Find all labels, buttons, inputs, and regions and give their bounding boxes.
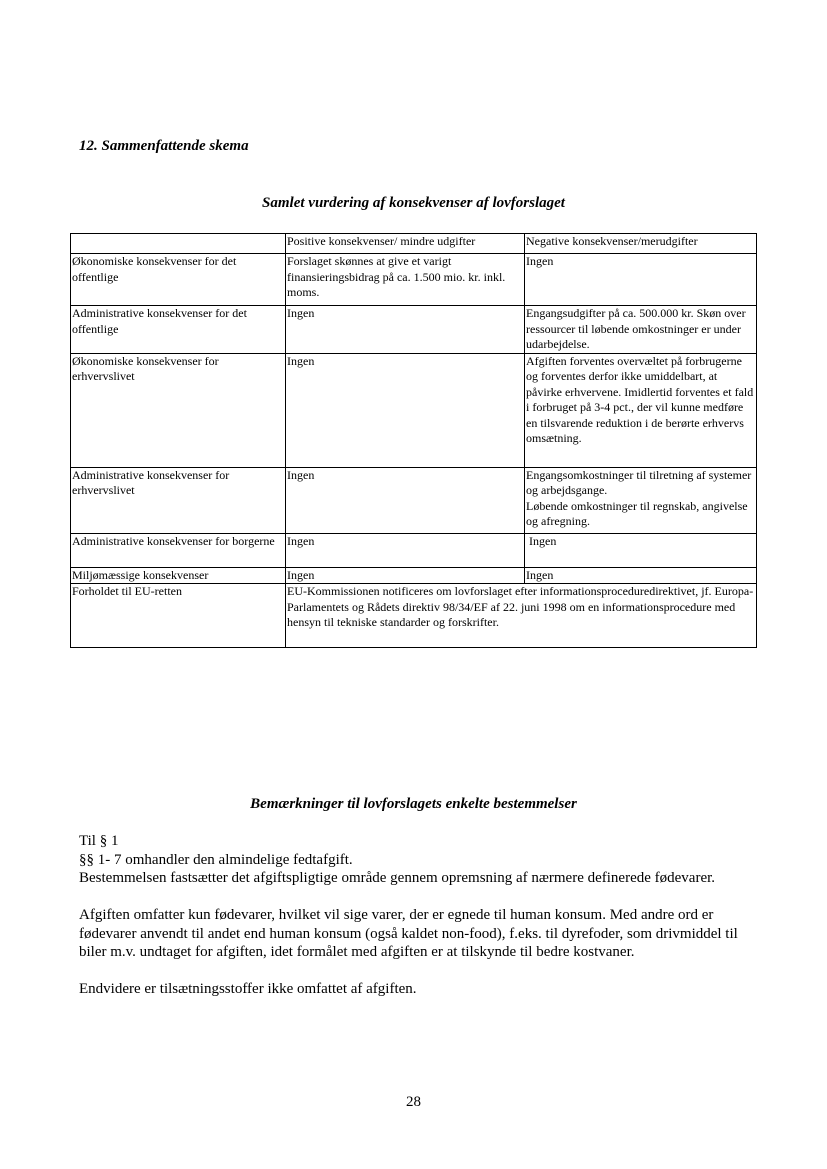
table-row xyxy=(71,467,757,533)
row-label: Forholdet til EU-retten xyxy=(71,584,286,648)
row-negative xyxy=(525,467,757,533)
row-negative: Engangsudgifter på ca. 500.000 kr. Skøn over ressourcer til løbende omkostninger er under udarbejdelse. xyxy=(525,306,757,354)
section-heading: 12. Sammenfattende skema xyxy=(79,138,249,154)
row-negative: Ingen xyxy=(525,254,757,306)
row-negative: Ingen xyxy=(525,567,757,584)
row-combined: EU-Kommissionen notificeres om lovforslaget efter informationsproceduredirektivet, jf. Europa-Parlamentets og Rådets direktiv 98/34/EF af 22. juni 1998 om en informationsprocedure med hensyn til tekniske standarder og forskrifter. xyxy=(286,584,757,648)
table-title: Samlet vurdering af konsekvenser af lovforslaget xyxy=(262,195,565,211)
row-label: Økonomiske konsekvenser for det offentlige xyxy=(71,254,286,306)
row-label: Administrative konsekvenser for erhvervslivet xyxy=(71,467,286,533)
page-number: 28 xyxy=(406,1094,421,1110)
table-row xyxy=(71,306,757,354)
header-cell-negative: Negative konsekvenser/merudgifter xyxy=(525,234,757,254)
row-negative-line-2: Løbende omkostninger til regnskab, angivelse og afregning. xyxy=(526,498,748,528)
row-negative: Ingen xyxy=(525,533,757,567)
table-row xyxy=(71,254,757,306)
remarks-title: Bemærkninger til lovforslagets enkelte bestemmelser xyxy=(250,796,577,812)
row-positive: Ingen xyxy=(286,353,525,467)
header-cell-empty xyxy=(71,234,286,254)
row-negative-line-1: Engangsomkostninger til tilretning af systemer og arbejdsgange. xyxy=(526,467,752,497)
paragraph-coverage: Afgiften omfatter kun fødevarer, hvilket vil sige varer, der er egnede til human konsum. Med andre ord er fødevarer anvendt til andet end human konsum (også kaldet non-food), f.eks. til dyrefoder, som drivmiddel til biler m.v. undtaget for afgiften, idet formålet med afgiften er at tilskynde til bedre kostvaner. xyxy=(79,907,738,960)
paragraph-til-1: Til § 1 xyxy=(79,833,119,849)
paragraph-scope: Bestemmelsen fastsætter det afgiftspligtige område gennem opremsning af nærmere definerede fødevarer. xyxy=(79,870,716,886)
row-positive: Ingen xyxy=(286,533,525,567)
table-row xyxy=(71,567,757,584)
row-label: Økonomiske konsekvenser for erhvervslivet xyxy=(71,353,286,467)
row-positive: Forslaget skønnes at give et varigt finansieringsbidrag på ca. 1.500 mio. kr. inkl. moms. xyxy=(286,254,525,306)
table-row xyxy=(71,584,757,648)
summary-table xyxy=(70,233,757,648)
row-label: Administrative konsekvenser for det offentlige xyxy=(71,306,286,354)
paragraph-paragraphs: §§ 1- 7 omhandler den almindelige fedtafgift. xyxy=(79,851,353,868)
table-row xyxy=(71,533,757,567)
row-negative: Afgiften forventes overvæltet på forbrugerne og forventes derfor ikke umiddelbart, at påvirke erhvervene. Imidlertid forventes et fald i forbruget på 3-4 pct., der vil kunne medføre en tilsvarende reduktion i de berørte erhvervs omsætning. xyxy=(525,353,757,467)
header-cell-positive: Positive konsekvenser/ mindre udgifter xyxy=(286,234,525,254)
row-positive: Ingen xyxy=(286,467,525,533)
row-label: Administrative konsekvenser for borgerne xyxy=(71,533,286,567)
row-positive: Ingen xyxy=(286,306,525,354)
paragraph-additives: Endvidere er tilsætningsstoffer ikke omfattet af afgiften. xyxy=(79,981,417,997)
body-text xyxy=(79,832,759,999)
row-positive: Ingen xyxy=(286,567,525,584)
table-header-row xyxy=(71,234,757,254)
table-row xyxy=(71,353,757,467)
row-label: Miljømæssige konsekvenser xyxy=(71,567,286,584)
